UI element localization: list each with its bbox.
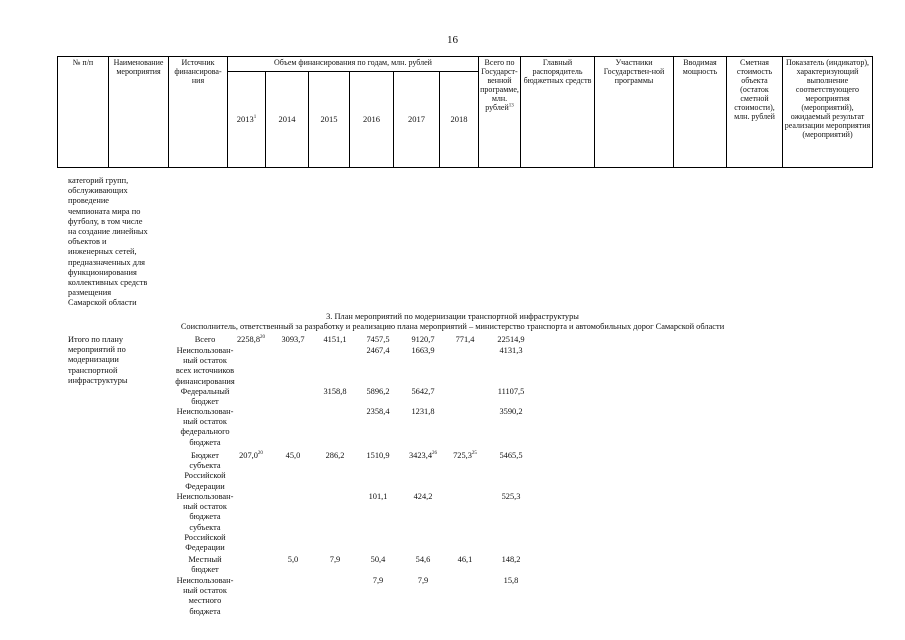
- year-header: 2015: [309, 72, 350, 168]
- header-source: Источник финансирова-ния: [169, 57, 228, 168]
- total-value: 22514,9: [497, 335, 525, 344]
- header-capacity: Вводимая мощность: [674, 57, 727, 168]
- source-label-line: местного: [188, 596, 222, 606]
- value-text: 7,9: [372, 576, 384, 585]
- year-value: [393, 346, 453, 355]
- source-label-line: Неиспользован-: [176, 346, 234, 355]
- source-label-line: Федерации: [185, 543, 225, 553]
- source-label-line: Российской: [184, 471, 226, 481]
- source-label-line: бюджета: [189, 606, 221, 616]
- header-participants: Участники Государствен-ной программы: [595, 57, 674, 168]
- source-label-line: ный остаток: [183, 502, 227, 512]
- total-label-line: транспортной: [68, 365, 118, 375]
- continued-text-line: коллективных средств: [68, 278, 148, 288]
- header-distributor: Главный распорядитель бюджетных средств: [521, 57, 595, 168]
- year-value: [393, 492, 453, 501]
- continued-text-line: Самарской области: [68, 298, 137, 308]
- source-label: [164, 346, 246, 387]
- value-text: 3423,4: [408, 451, 433, 460]
- value-text: 725,3: [453, 451, 472, 460]
- source-label-line: ный остаток: [183, 417, 227, 427]
- value-text: 50,4: [370, 555, 386, 564]
- year-header: 2016: [350, 72, 394, 168]
- total-value: 4131,3: [499, 346, 523, 355]
- value-text: 286,2: [325, 451, 345, 460]
- source-label-line: бюджета: [189, 512, 221, 522]
- total-label-line: Итого по плану: [68, 335, 124, 344]
- value-text: 771,4: [455, 335, 475, 344]
- header-total: [479, 57, 521, 168]
- value-text: 424,2: [413, 492, 433, 501]
- value-text: 5896,2: [366, 387, 390, 396]
- source-label-line: финансирования: [175, 376, 235, 386]
- source-label: [164, 576, 246, 617]
- section-subtitle: Соисполнитель, ответственный за разработку и реализацию плана мероприятий – министерство транспорта и автомобильных дорог Самарской области: [180, 322, 725, 331]
- year-header: 2018: [440, 72, 479, 168]
- value-text: 7,9: [417, 576, 429, 585]
- value-text: 7,9: [329, 555, 341, 564]
- source-label-line: Российской: [184, 532, 226, 542]
- continued-text-line: инженерных сетей,: [68, 247, 137, 257]
- source-label-line: бюджет: [191, 565, 219, 575]
- year-value: [393, 387, 453, 396]
- source-label-line: Неиспользован-: [176, 492, 234, 501]
- source-label-line: Неиспользован-: [176, 407, 234, 416]
- source-label-line: бюджет: [191, 397, 219, 407]
- total-label-line: инфраструктуры: [68, 375, 128, 385]
- value-text: 3093,7: [281, 335, 305, 344]
- header-total-sup: 13: [508, 103, 514, 109]
- source-label-line: Федерации: [185, 481, 225, 491]
- value-text: 2358,4: [366, 407, 390, 416]
- year-header: 2017: [394, 72, 440, 168]
- header-indicator: Показатель (индикатор), характеризующий выполнение соответствующего мероприятия (мероприятий), ожидаемый результат реализации мероприятия (мероприятий): [783, 57, 873, 168]
- continued-text-line: чемпионата мира по: [68, 206, 141, 216]
- section-title: 3. План мероприятий по модернизации транспортной инфраструктуры: [326, 312, 579, 321]
- source-label: [164, 555, 246, 575]
- source-label: [164, 387, 246, 407]
- value-text: 1663,9: [411, 346, 435, 355]
- header-cost: Сметная стоимость объекта (остаток сметной стоимости), млн. рублей: [727, 57, 783, 168]
- continued-text-line: объектов и: [68, 237, 107, 247]
- header-volume: Объем финансирования по годам, млн. рублей: [228, 57, 479, 72]
- total-label-line: мероприятий по: [68, 345, 126, 355]
- source-label-line: федерального: [180, 427, 230, 437]
- source-label-line: Бюджет: [191, 451, 219, 460]
- total-value: 148,2: [501, 555, 521, 564]
- header-name: Наименование мероприятия: [109, 57, 169, 168]
- year-header: 2014: [266, 72, 309, 168]
- source-label-line: всех источников: [175, 366, 235, 376]
- source-label-line: ный остаток: [183, 356, 227, 366]
- header-table: [57, 56, 873, 168]
- source-label-line: субъекта: [189, 461, 221, 471]
- source-label: [164, 492, 246, 553]
- total-value: 525,3: [501, 492, 521, 501]
- source-label-line: Местный: [188, 555, 222, 564]
- value-text: 46,1: [457, 555, 473, 564]
- value-text: 1231,8: [411, 407, 435, 416]
- footnote-ref: 20: [260, 335, 266, 341]
- header-total-text: Всего по Государст-венной программе, млн. рублей: [480, 58, 519, 112]
- continued-text-line: функционирования: [68, 267, 137, 277]
- value-text: 9120,7: [411, 335, 435, 344]
- year-value: [393, 407, 453, 416]
- value-text: 4151,1: [323, 335, 347, 344]
- source-label-line: Неиспользован-: [176, 576, 234, 585]
- continued-text-line: футболу, в том числе: [68, 216, 143, 226]
- value-text: 7457,5: [366, 335, 390, 344]
- continued-text-line: обслуживающих: [68, 186, 128, 196]
- footnote-ref: 20: [257, 451, 263, 457]
- continued-text-line: проведение: [68, 196, 110, 206]
- source-label-line: ный остаток: [183, 586, 227, 596]
- source-label-line: Всего: [194, 335, 216, 344]
- total-plan-label: [68, 335, 128, 386]
- header-num: № п/п: [58, 57, 109, 168]
- source-label-line: бюджета: [189, 437, 221, 447]
- footnote-ref: 25: [471, 451, 477, 457]
- value-text: 5,0: [287, 555, 299, 564]
- page-number: 16: [447, 34, 458, 46]
- total-label-line: модернизации: [68, 355, 119, 365]
- year-value: [393, 576, 453, 585]
- total-value: 3590,2: [499, 407, 523, 416]
- value-text: 207,0: [239, 451, 258, 460]
- continued-text-line: предназначенных для: [68, 257, 146, 267]
- continued-text-line: на создание линейных: [68, 227, 148, 237]
- value-text: 2467,4: [366, 346, 390, 355]
- total-value: 5465,5: [499, 451, 523, 460]
- source-label-line: субъекта: [189, 522, 221, 532]
- total-value: 15,8: [503, 576, 519, 585]
- continued-text-line: категорий групп,: [68, 176, 129, 185]
- continued-measure-name: [68, 176, 148, 309]
- source-label-line: Федеральный: [180, 387, 230, 396]
- value-text: 3158,8: [323, 387, 347, 396]
- footnote-ref: 26: [432, 451, 438, 457]
- value-text: 54,6: [415, 555, 431, 564]
- value-text: 45,0: [285, 451, 301, 460]
- value-text: 101,1: [368, 492, 388, 501]
- total-value: 11107,5: [497, 387, 525, 396]
- source-label: [164, 407, 246, 448]
- value-text: 5642,7: [411, 387, 435, 396]
- value-text: 2258,8: [236, 335, 261, 344]
- continued-text-line: размещения: [68, 288, 112, 298]
- year-header: 2013$^1$: [228, 72, 266, 168]
- value-text: 1510,9: [366, 451, 390, 460]
